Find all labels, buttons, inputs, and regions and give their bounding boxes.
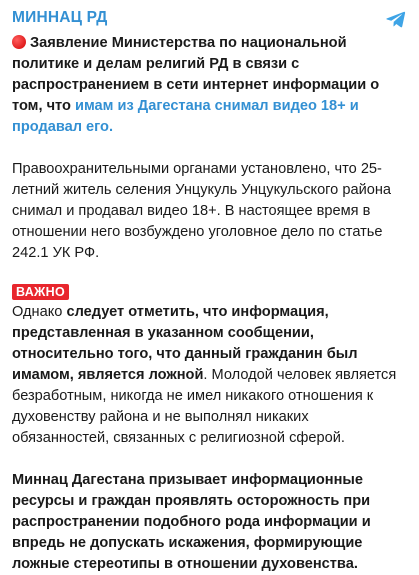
red-circle-icon xyxy=(12,35,26,49)
spacer xyxy=(12,264,407,279)
clarification-bold: следует отметить, что информация, представленная в указанном сообщении, относительно того, что данный гражданин был имамом, является ложной xyxy=(12,304,358,383)
important-badge-line xyxy=(12,281,407,302)
spacer xyxy=(12,449,407,470)
post-header xyxy=(12,6,407,30)
headline-link[interactable]: имам из Дагестана снимал видео 18+ и продавал его. xyxy=(12,98,359,135)
spacer xyxy=(12,138,407,159)
headline-text: Заявление Министерства по национальной политике и делам религий РД в связи с распространением в сети интернет информации о том, что xyxy=(12,35,380,114)
clarification-text-2: . Молодой человек является безработным, никогда не имел никакого отношения к духовенству района и не выполнял никаких обязанностей, связанных с религиозной сферой. xyxy=(12,367,397,446)
clarification-text-1: Однако xyxy=(12,304,67,320)
important-badge: ВАЖНО xyxy=(12,284,69,300)
clarification-paragraph xyxy=(12,302,407,449)
appeal-paragraph: Миннац Дагестана призывает информационные ресурсы и граждан проявлять осторожность при распространении подобного рода информации и впредь не допускать искажения, формирующие ложные стереотипы в отношении духовенства. xyxy=(12,472,371,572)
telegram-plane-icon[interactable] xyxy=(385,8,407,30)
statement-headline xyxy=(12,33,407,138)
channel-name[interactable]: МИННАЦ РД xyxy=(12,9,108,26)
law-enforcement-paragraph: Правоохранительными органами установлено, что 25-летний житель селения Унцукуль Унцукульского района снимал и продавал видео 18+. В настоящее время в отношении него возбуждено уголовное дело по статье 242.1 УК РФ. xyxy=(12,161,392,261)
